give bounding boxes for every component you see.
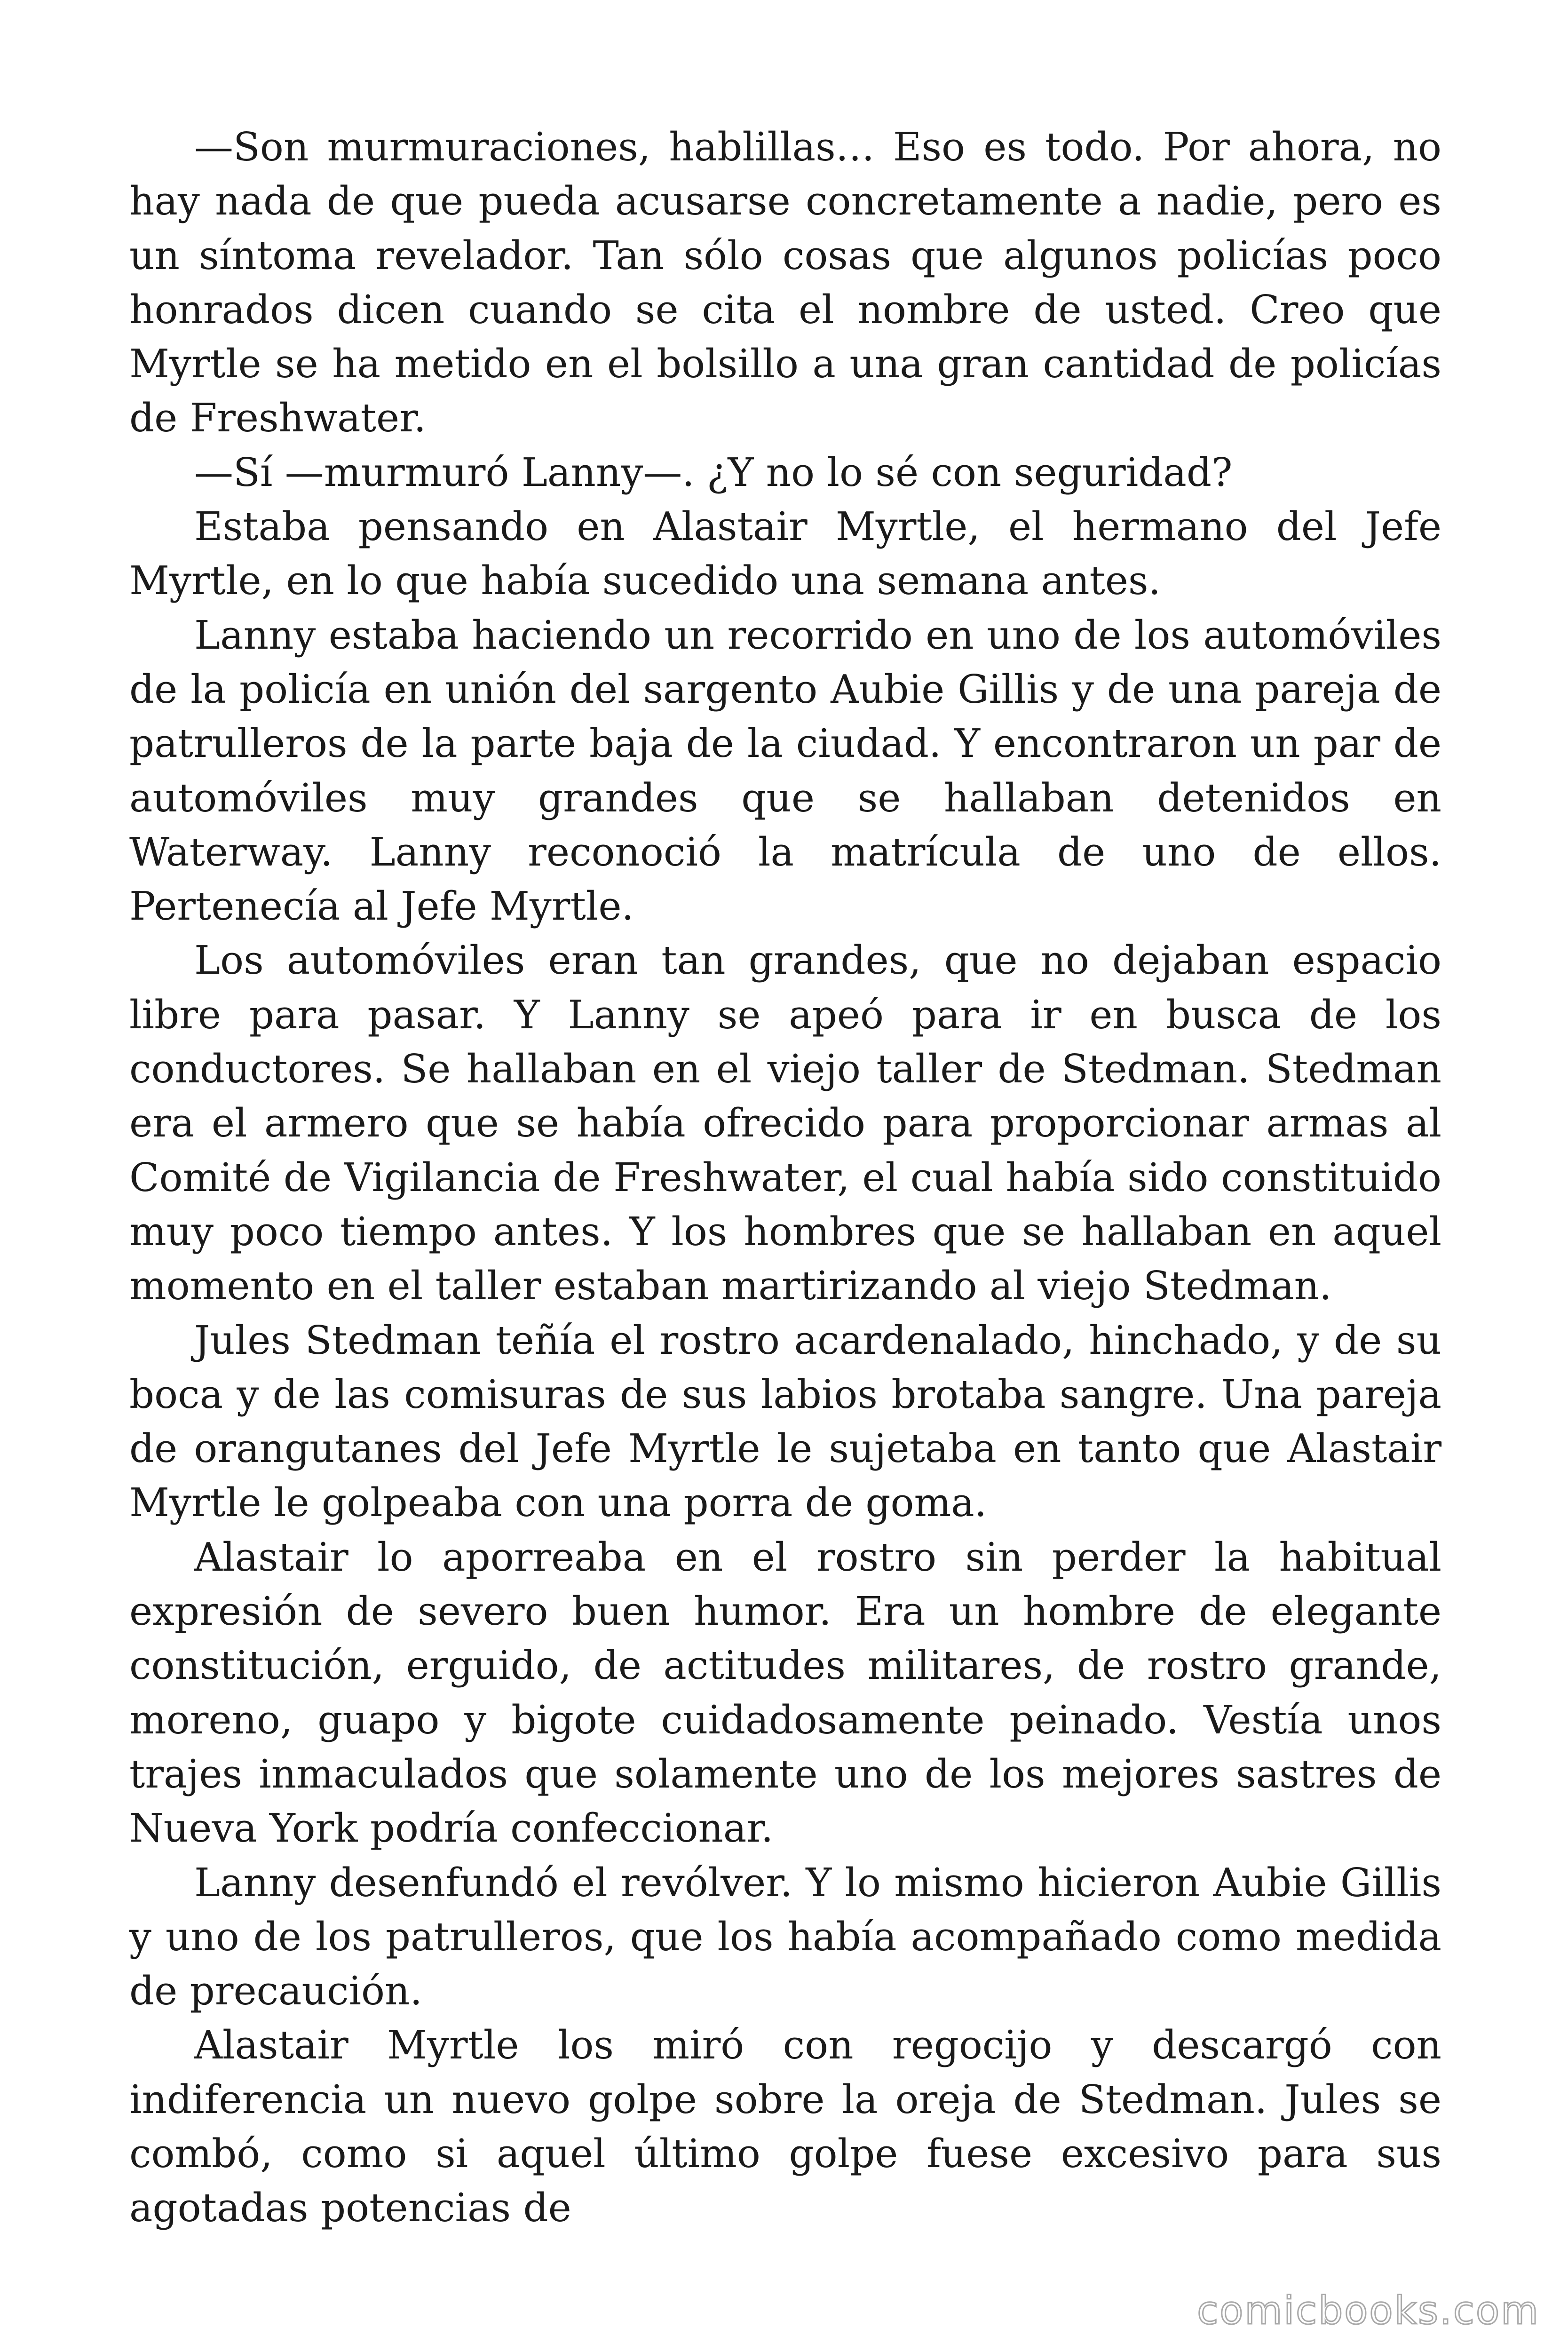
paragraph: Los automóviles eran tan grandes, que no dejaban espacio libre para pasar. Y Lanny se apeó para ir en busca de los conductores. Se hallaban en el viejo taller de Stedman. Stedman era el armero que se había ofrecido para proporcionar armas al Comité de Vigilancia de Freshwater, el cual había sido constituido muy poco tiempo antes. Y los hombres que se hallaban en aquel momento en el taller estaban martirizando al viejo Stedman. [129,938,1441,1309]
paragraph: Jules Stedman teñía el rostro acardenalado, hinchado, y de su boca y de las comisuras de sus labios brotaba sangre. Una pareja de orangutanes del Jefe Myrtle le sujetaba en tanto que Alastair Myrtle le golpeaba con una porra de goma. [129,1317,1441,1526]
page-text [129,120,1441,2235]
paragraph: Estaba pensando en Alastair Myrtle, el hermano del Jefe Myrtle, en lo que había sucedido una semana antes. [129,504,1441,604]
paragraph: —Sí —murmuró Lanny—. ¿Y no lo sé con seguridad? [194,449,1233,495]
watermark: comicbooks.com [1197,2288,1540,2333]
paragraph: Alastair Myrtle los miró con regocijo y descargó con indiferencia un nuevo golpe sobre la oreja de Stedman. Jules se combó, como si aquel último golpe fuese excesivo para sus agotadas potencias de [129,2022,1441,2231]
paragraph: Alastair lo aporreaba en el rostro sin perder la habitual expresión de severo buen humor. Era un hombre de elegante constitución, erguido, de actitudes militares, de rostro grande, moreno, guapo y bigote cuidadosamente peinado. Vestía unos trajes inmaculados que solamente uno de los mejores sastres de Nueva York podría confeccionar. [129,1534,1441,1851]
paragraph: Lanny estaba haciendo un recorrido en uno de los automóviles de la policía en unión del sargento Aubie Gillis y de una pareja de patrulleros de la parte baja de la ciudad. Y encontraron un par de automóviles muy grandes que se hallaban detenidos en Waterway. Lanny reconoció la matrícula de uno de ellos. Pertenecía al Jefe Myrtle. [129,612,1441,930]
paragraph: —Son murmuraciones, hablillas… Eso es todo. Por ahora, no hay nada de que pueda acusarse concretamente a nadie, pero es un síntoma revelador. Tan sólo cosas que algunos policías poco honrados dicen cuando se cita el nombre de usted. Creo que Myrtle se ha metido en el bolsillo a una gran cantidad de policías de Freshwater. [129,124,1441,441]
paragraph: Lanny desenfundó el revólver. Y lo mismo hicieron Aubie Gillis y uno de los patrulleros, que los había acompañado como medida de precaución. [129,1859,1441,2014]
